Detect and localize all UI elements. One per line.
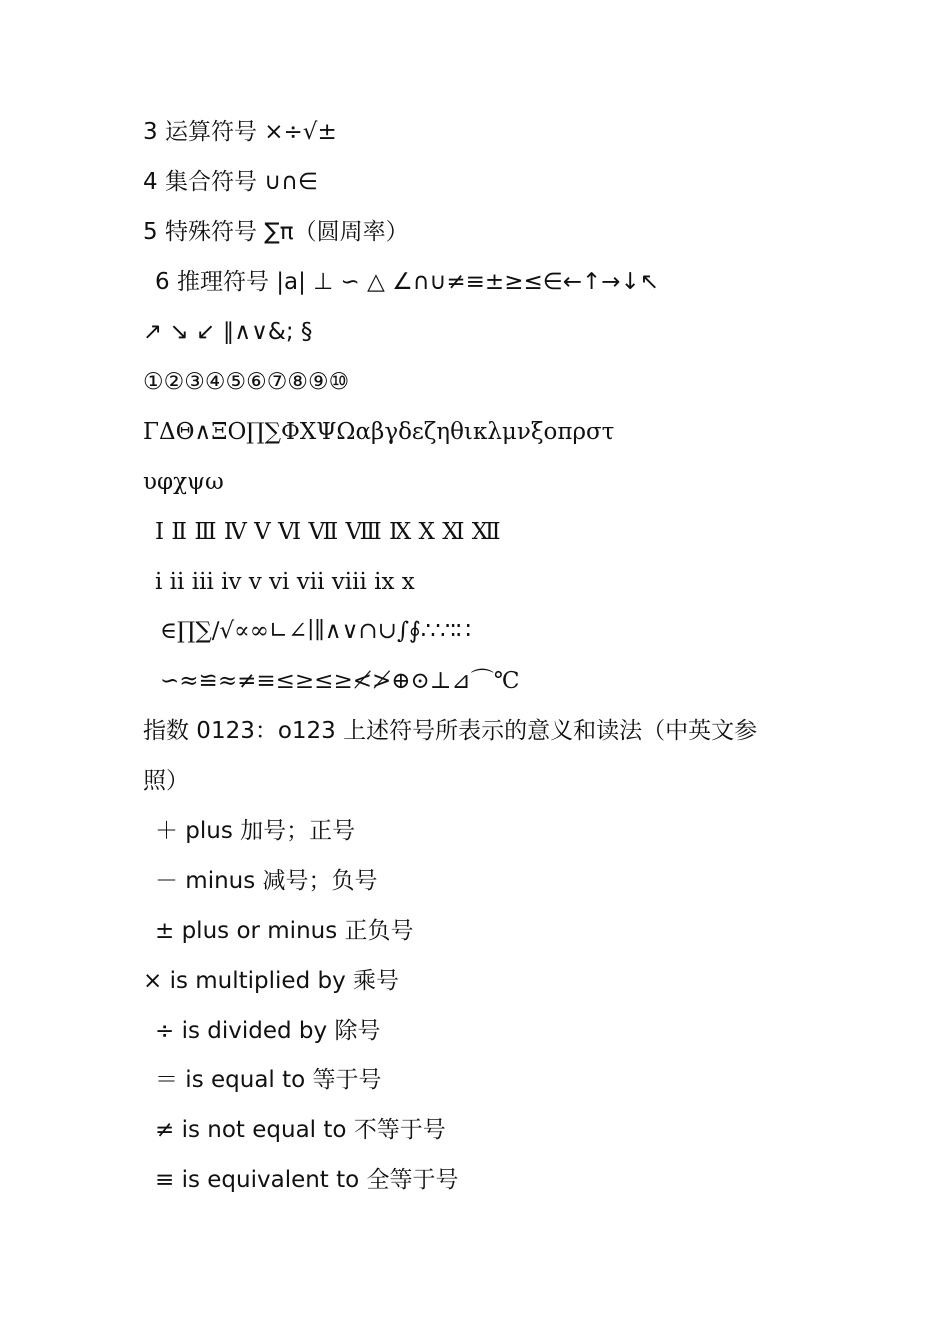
text-line-equal: ＝ is equal to 等于号 [155, 1067, 382, 1093]
text-line-operators: 3 运算符号 ×÷√± [143, 119, 337, 145]
text-line-roman-upper: Ⅰ Ⅱ Ⅲ Ⅳ Ⅴ Ⅵ Ⅶ Ⅷ Ⅸ Ⅹ Ⅺ Ⅻ [155, 519, 501, 545]
text-line-not-equal: ≠ is not equal to 不等于号 [155, 1117, 446, 1143]
text-line-math-symbols-2: ∽≈≌≈≠≡≤≥≤≥≮≯⊕⊙⊥⊿⌒℃ [160, 668, 520, 694]
text-line-plus-minus: ± plus or minus 正负号 [155, 918, 414, 944]
text-line-reasoning: 6 推理符号 |a| ⊥ ∽ △ ∠∩∪≠≡±≥≤∈←↑→↓↖ [155, 269, 660, 295]
text-line-minus: － minus 减号；负号 [155, 868, 378, 894]
text-line-greek-2: υφχψω [143, 469, 224, 495]
text-line-greek-1: ΓΔΘ∧ΞΟ∏∑ΦΧΨΩαβγδεζηθικλμνξοπρστ [143, 419, 615, 445]
text-line-math-symbols-1: ∈∏∑∕√∝∞∟∠∣∥∧∨∩∪∫∮∴∵∶∷ [160, 618, 471, 644]
text-line-equivalent: ≡ is equivalent to 全等于号 [155, 1167, 459, 1193]
text-line-arrows: ↗ ↘ ↙ ∥∧∨&; § [143, 319, 313, 345]
text-line-circled-numbers: ①②③④⑤⑥⑦⑧⑨⑩ [143, 369, 350, 395]
text-line-sets: 4 集合符号 ∪∩∈ [143, 169, 318, 195]
text-line-reference: 照） [143, 768, 189, 794]
text-line-roman-lower: ⅰ ⅱ ⅲ ⅳ ⅴ ⅵ ⅶ ⅷ ⅸ ⅹ [155, 569, 415, 595]
text-line-plus: ＋ plus 加号；正号 [155, 818, 356, 844]
text-line-divide: ÷ is divided by 除号 [155, 1018, 381, 1044]
text-line-multiply: × is multiplied by 乘号 [143, 968, 400, 994]
text-line-special: 5 特殊符号 ∑π（圆周率） [143, 219, 409, 245]
text-line-exponent: 指数 0123：o123 上述符号所表示的意义和读法（中英文参 [143, 718, 758, 744]
